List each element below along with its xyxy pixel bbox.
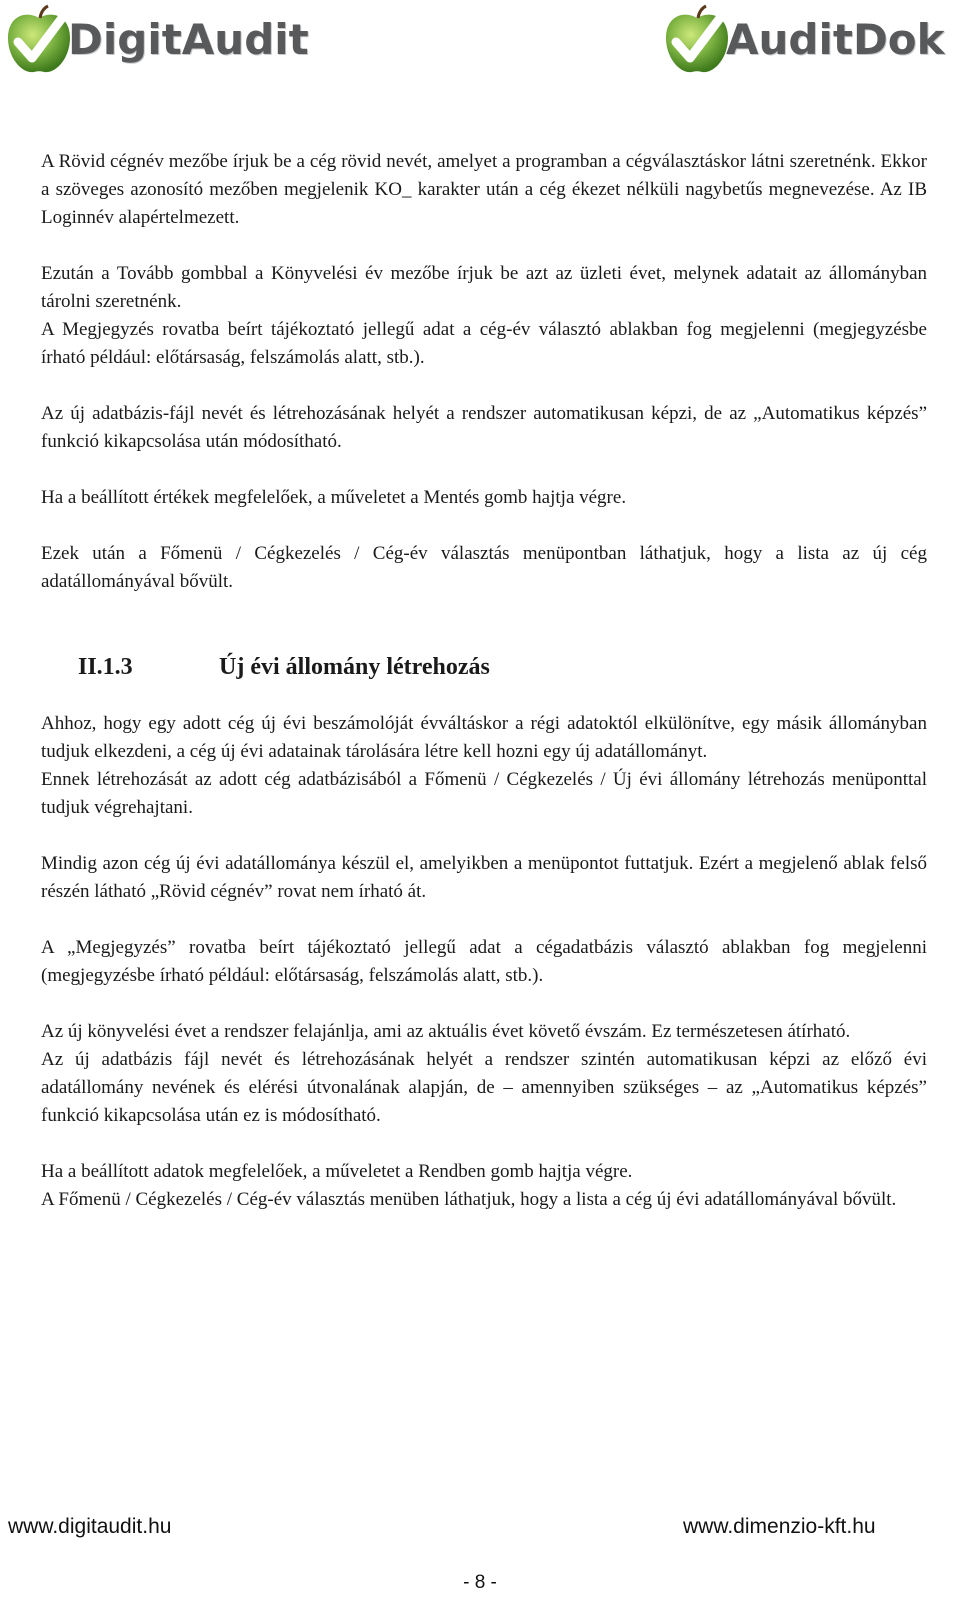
page-number: - 8 -	[463, 1572, 497, 1593]
page-header	[0, 0, 960, 90]
paragraph: Ahhoz, hogy egy adott cég új évi beszámolóját évváltáskor a régi adatoktól elkülönítve, egy másik állományban tudjuk elkezdeni, a cég új évi adatainak tárolására létre kell hozni egy új adatállományt.	[41, 713, 927, 762]
paragraph: A Megjegyzés rovatba beírt tájékoztató jellegű adat a cég-év választó ablakban fog megjelenni (megjegyzésbe írható például: előtársaság, felszámolás alatt, stb.).	[41, 319, 927, 368]
paragraph: Mindig azon cég új évi adatállománya készül el, amelyikben a menüpontot futtatjuk. Ezért a megjelenő ablak felső részén látható „Rövid cégnév” rovat nem írható át.	[41, 853, 927, 902]
paragraph: Az új könyvelési évet a rendszer felajánlja, ami az aktuális évet követő évszám. Ez természetesen átírható.	[41, 1021, 851, 1042]
paragraph: Az új adatbázis-fájl nevét és létrehozásának helyét a rendszer automatikusan képzi, de az „Automatikus képzés” funkció kikapcsolása után módosítható.	[41, 403, 927, 452]
paragraph: Ezután a Tovább gombbal a Könyvelési év mezőbe írjuk be azt az üzleti évet, melynek adatait az állományban tárolni szeretnénk.	[41, 263, 927, 312]
section-number: II.1.3	[78, 654, 133, 680]
paragraph: A Főmenü / Cégkezelés / Cég-év választás menüben láthatjuk, hogy a lista a cég új évi adatállományával bővült.	[41, 1189, 897, 1210]
footer-link-dimenzio[interactable]: www.dimenzio-kft.hu	[683, 1515, 876, 1538]
green-apple-check-icon	[4, 4, 74, 76]
paragraph: Ezek után a Főmenü / Cégkezelés / Cég-év választás menüpontban láthatjuk, hogy a lista az új cég adatállományával bővült.	[41, 543, 927, 592]
paragraph: Ha a beállított értékek megfelelőek, a műveletet a Mentés gomb hajtja végre.	[41, 487, 627, 508]
paragraph: Az új adatbázis fájl nevét és létrehozásának helyét a rendszer szintén automatikusan képzi az előző évi adatállomány nevének és elérési útvonalának alapján, de – amennyiben szükséges – az „Automatikus képzés” funkció kikapcsolása után ez is módosítható.	[41, 1049, 927, 1126]
paragraph: Ha a beállított adatok megfelelőek, a műveletet a Rendben gomb hajtja végre.	[41, 1161, 633, 1182]
auditdok-logo	[662, 4, 945, 76]
paragraph: A „Megjegyzés” rovatba beírt tájékoztató jellegű adat a cégadatbázis választó ablakban fog megjelenni (megjegyzésbe írható például: előtársaság, felszámolás alatt, stb.).	[41, 937, 927, 986]
digitaudit-logo	[4, 4, 309, 76]
document-body	[41, 148, 927, 1214]
digitaudit-logo-text: DigitAudit	[68, 15, 309, 64]
section-heading	[41, 652, 927, 682]
green-apple-check-icon	[662, 4, 732, 76]
footer-link-digitaudit[interactable]: www.digitaudit.hu	[8, 1515, 172, 1538]
auditdok-logo-text: AuditDok	[726, 15, 945, 64]
paragraph: A Rövid cégnév mezőbe írjuk be a cég rövid nevét, amelyet a programban a cégválasztáskor látni szeretnénk. Ekkor a szöveges azonosító mezőben megjelenik KO_ karakter után a cég ékezet nélküli nagybetűs megnevezése. Az IB Loginnév alapértelmezett.	[41, 151, 927, 228]
section-title: Új évi állomány létrehozás	[219, 654, 490, 680]
paragraph: Ennek létrehozását az adott cég adatbázisából a Főmenü / Cégkezelés / Új évi állomány létrehozás menüponttal tudjuk végrehajtani.	[41, 769, 927, 818]
